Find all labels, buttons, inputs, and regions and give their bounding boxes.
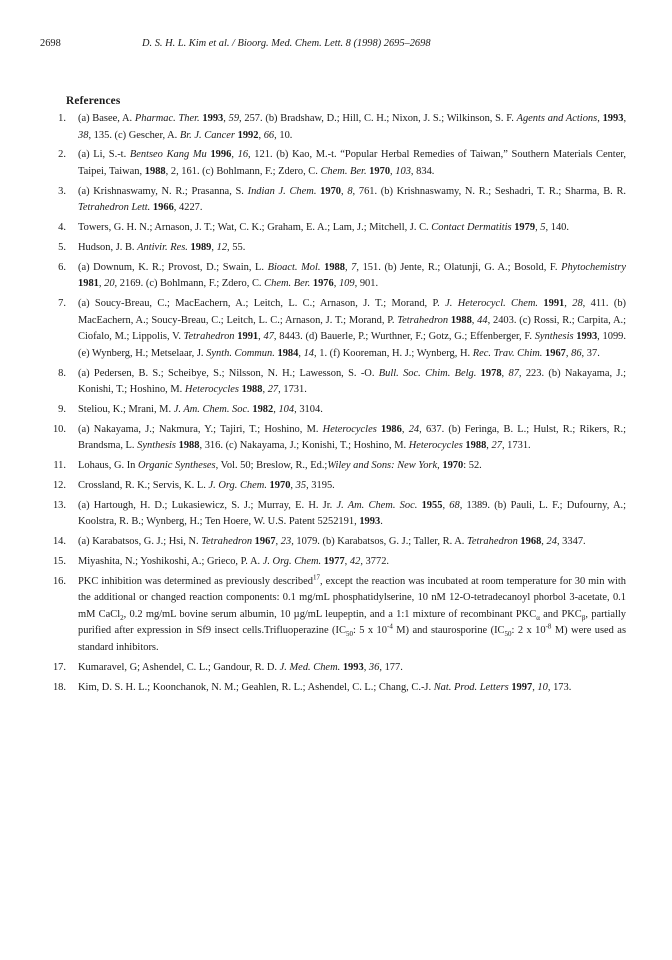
- reference-segment: ,: [341, 185, 348, 197]
- reference-segment: , 257. (b) Bradshaw, D.; Hill, C. H.; Nixon, J. S.; Wilkinson, S. F.: [239, 113, 517, 124]
- reference-segment: 1970: [442, 460, 464, 472]
- reference-text: [78, 402, 626, 419]
- reference-segment: Bioact. Mol.: [267, 261, 321, 273]
- reference-segment: Kim, D. S. H. L.; Koonchanok, N. M.; Geahlen, R. L.; Ashendel, C. L.; Chang, C.-J.: [78, 681, 434, 693]
- reference-segment: 12: [216, 241, 228, 253]
- reference-segment: 23: [280, 536, 292, 548]
- reference-segment: , 135. (c) Gescher, A.: [88, 129, 180, 141]
- reference-segment: , 316. (c) Nakayama, J.; Konishi, T.; Hoshino, M.: [199, 440, 409, 452]
- reference-segment: , 140.: [545, 222, 569, 234]
- reference-segment: 1988: [241, 384, 263, 396]
- reference-segment: 27: [267, 384, 279, 396]
- reference-segment: 1976: [312, 278, 334, 290]
- reference-segment: , 834.: [410, 165, 435, 177]
- reference-segment: 104: [278, 404, 295, 415]
- reference-segment: 103: [395, 165, 411, 177]
- reference-segment: 1970: [320, 185, 342, 197]
- reference-text: [78, 220, 626, 237]
- reference-segment: Antivir. Res.: [137, 241, 188, 253]
- reference-text: [78, 574, 626, 657]
- reference-segment: , 177.: [379, 661, 403, 673]
- reference-segment: , 121. (b) Kao, M.-t. “Popular Herbal Remedies of Taiwan,” Southern Materials Center, Taipei, Taiwan,: [78, 149, 627, 177]
- reference-segment: Tetrahedron: [466, 536, 518, 548]
- reference-text: [78, 184, 626, 217]
- reference-entry: [36, 498, 626, 531]
- reference-segment: J. Org. Chem.: [208, 479, 267, 491]
- reference-entry: [36, 366, 626, 399]
- reference-number: 4.: [58, 222, 66, 234]
- reference-text: [78, 240, 626, 257]
- reference-segment: (a) Karabatsos, G. J.; Hsi, N.: [78, 536, 202, 548]
- reference-entry: [36, 220, 626, 237]
- reference-segment: 17: [312, 573, 320, 582]
- reference-segment: 1982: [252, 404, 274, 415]
- reference-segment: 20: [104, 278, 115, 290]
- reference-segment: , 3195.: [306, 479, 335, 491]
- reference-segment: (a) Li, S.-t.: [78, 149, 130, 161]
- reference-segment: 35: [295, 479, 307, 491]
- reference-segment: ,: [262, 384, 268, 396]
- reference-segment: 1988: [144, 165, 166, 177]
- reference-text: [78, 534, 626, 551]
- reference-segment: J. Am. Chem. Soc.: [336, 499, 418, 511]
- reference-text: [78, 680, 626, 697]
- reference-segment: 24: [408, 423, 420, 435]
- reference-segment: 1978: [480, 367, 502, 379]
- reference-segment: Synthesis: [137, 440, 176, 452]
- reference-number: 11.: [53, 460, 66, 472]
- reference-segment: , except the reaction was incubated at room temperature for 30 min with the additional or changed reaction components: 0.1 mg/mL phosphatidylserine, 10 nM 12-O-tetradecanoyl phorbol 3-acetate, 0.1 mM CaCl: [78, 575, 626, 620]
- reference-segment: , 3347.: [556, 536, 586, 548]
- reference-segment: , 223. (b) Nakayama, J.; Konishi, T.; Hoshino, M.: [78, 367, 627, 396]
- reference-segment: , partially purified after expression in Sf9 insect cells.Trifluoperazine (IC: [78, 608, 627, 637]
- reference-number: 5.: [58, 241, 66, 253]
- reference-segment: β: [581, 613, 586, 622]
- reference-entry: [36, 554, 626, 571]
- reference-segment: 36: [368, 661, 380, 673]
- reference-text: [78, 458, 626, 475]
- reference-segment: 1993: [202, 113, 224, 124]
- reference-text: [78, 111, 626, 144]
- reference-segment: Tetrahedron: [201, 536, 253, 548]
- reference-number: 14.: [52, 536, 66, 548]
- reference-number: 6.: [58, 261, 66, 273]
- reference-segment: 1981: [78, 278, 99, 290]
- page-header: [40, 38, 630, 54]
- reference-segment: J. Med. Chem.: [279, 661, 341, 673]
- reference-entry: [36, 534, 626, 551]
- reference-segment: ,: [344, 261, 352, 273]
- reference-segment: (a) Downum, K. R.; Provost, D.; Swain, L.: [78, 261, 268, 273]
- reference-segment: ,: [298, 347, 304, 359]
- reference-segment: Towers, G. H. N.; Arnason, J. T.; Wat, C. K.; Graham, E. A.; Lam, J.; Mitchell, J. C.: [78, 222, 432, 234]
- reference-segment: , 1731.: [278, 384, 307, 396]
- reference-segment: 1979: [514, 222, 536, 234]
- reference-segment: ,: [231, 149, 238, 161]
- reference-segment: 68: [449, 499, 460, 511]
- reference-segment: 1967: [545, 347, 566, 359]
- reference-segment: J. Org. Chem.: [262, 555, 322, 567]
- reference-segment: Wiley and Sons: New York,: [327, 460, 440, 472]
- reference-entry: [36, 422, 626, 455]
- reference-segment: 14: [303, 347, 314, 359]
- reference-segment: -8: [545, 622, 552, 631]
- reference-text: [78, 260, 626, 293]
- reference-segment: 1986: [380, 423, 402, 435]
- reference-number: 15.: [52, 555, 66, 567]
- reference-segment: J. Am. Chem. Soc.: [173, 404, 250, 415]
- reference-segment: 59: [228, 113, 240, 124]
- reference-segment: 10: [537, 681, 548, 693]
- reference-segment: , 8443. (d) Bauerle, P.; Wurthner, F.; Gotz, G.; Effenberger, F.: [273, 331, 535, 343]
- reference-segment: , 37.: [581, 347, 600, 359]
- reference-segment: J. Heterocycl. Chem.: [445, 298, 539, 310]
- reference-segment: ,: [442, 499, 450, 511]
- reference-segment: ,: [290, 479, 296, 491]
- page-number: 2698: [40, 38, 61, 49]
- reference-text: [78, 554, 626, 571]
- reference-segment: Kumaravel, G; Ashendel, C. L.; Gandour, R. D.: [78, 661, 280, 673]
- reference-segment: , 4227.: [173, 202, 203, 214]
- reference-segment: ,: [401, 423, 409, 435]
- reference-segment: ,: [363, 661, 369, 673]
- reference-segment: , 3104.: [294, 404, 323, 415]
- reference-segment: 1993: [359, 516, 381, 528]
- reference-number: 16.: [52, 575, 66, 587]
- reference-segment: 1977: [323, 555, 345, 567]
- reference-entry: [36, 111, 626, 144]
- reference-segment: Steliou, K.; Mrani, M.: [78, 404, 174, 415]
- reference-entry: [36, 680, 626, 697]
- reference-segment: ,: [471, 314, 478, 326]
- reference-segment: , 1079. (b) Karabatsos, G. J.; Taller, R. A.: [291, 536, 467, 548]
- reference-segment: Chem. Ber.: [264, 278, 311, 290]
- reference-segment: Crossland, R. K.; Servis, K. L.: [78, 479, 209, 491]
- reference-segment: 1993: [576, 331, 598, 343]
- reference-segment: : 5 x 10: [352, 625, 387, 637]
- reference-segment: ,: [486, 440, 492, 452]
- reference-segment: 66: [263, 129, 275, 141]
- reference-segment: 1988: [465, 440, 487, 452]
- reference-segment: (a) Nakayama, J.; Nakmura, Y.; Tajiri, T.; Hoshino, M.: [78, 423, 323, 435]
- reference-segment: Synth. Commun.: [206, 347, 275, 359]
- reference-segment: 38: [78, 129, 89, 141]
- reference-segment: Organic Syntheses: [138, 460, 216, 472]
- reference-segment: ,: [623, 113, 627, 124]
- reference-number: 12.: [52, 479, 66, 491]
- reference-number: 13.: [52, 499, 66, 511]
- reference-segment: , 151. (b) Jente, R.; Olatunji, G. A.; Bosold, F.: [356, 261, 562, 273]
- reference-segment: 1970: [269, 479, 291, 491]
- reference-segment: 1991: [543, 298, 565, 310]
- reference-number: 8.: [58, 367, 66, 379]
- reference-segment: 1955: [421, 499, 443, 511]
- reference-segment: , 1099. (e) Wynberg, H.; Metselaar, J.: [78, 331, 626, 359]
- reference-segment: 24: [546, 536, 557, 548]
- reference-segment: 1992: [237, 129, 259, 141]
- reference-segment: , Vol. 50; Breslow, R., Ed.;: [215, 460, 328, 472]
- reference-segment: Miyashita, N.; Yoshikoshi, A.; Grieco, P. A.: [78, 555, 263, 567]
- reference-number: 10.: [52, 423, 66, 435]
- reference-entry: [36, 402, 626, 419]
- reference-segment: ,: [541, 536, 547, 548]
- reference-segment: ,: [258, 331, 264, 343]
- reference-number: 17.: [52, 661, 66, 673]
- reference-segment: 16: [237, 149, 249, 161]
- reference-segment: 1966: [152, 202, 174, 214]
- reference-segment: ,: [273, 404, 279, 415]
- reference-segment: Contact Dermatitis: [431, 222, 512, 234]
- reference-segment: 1991: [237, 331, 259, 343]
- reference-segment: 1997: [511, 681, 533, 693]
- reference-segment: Heterocycles: [408, 440, 463, 452]
- reference-segment: 87: [508, 367, 519, 379]
- reference-segment: Heterocycles: [184, 384, 239, 396]
- reference-segment: 50: [504, 630, 512, 639]
- references-list: [36, 111, 626, 699]
- reference-text: [78, 660, 626, 677]
- reference-segment: Bentseo Kang Mu: [129, 149, 207, 161]
- reference-segment: Hudson, J. B.: [78, 241, 138, 253]
- reference-segment: Chem. Ber.: [320, 165, 367, 177]
- reference-segment: Rec. Trav. Chim.: [472, 347, 543, 359]
- reference-segment: , 173.: [547, 681, 572, 693]
- reference-segment: M) and staurosporine (IC: [392, 625, 505, 637]
- reference-number: 9.: [58, 404, 66, 415]
- reference-segment: Phytochemistry: [561, 261, 627, 273]
- reference-segment: ,: [390, 165, 396, 177]
- reference-entry: [36, 478, 626, 495]
- reference-segment: and PKC: [539, 608, 582, 620]
- reference-segment: .: [380, 516, 383, 528]
- reference-segment: 8: [347, 185, 353, 197]
- reference-segment: , 761. (b) Krishnaswamy, N. R.; Seshadri, T. R.; Sharma, B. R.: [352, 185, 627, 197]
- reference-segment: -4: [387, 622, 393, 631]
- reference-segment: , 2, 161. (c) Bohlmann, F.; Zdero, C.: [165, 165, 321, 177]
- reference-segment: 1988: [178, 440, 200, 452]
- reference-segment: 5: [540, 222, 546, 234]
- reference-segment: Heterocycles: [322, 423, 377, 435]
- reference-segment: , 3772.: [360, 555, 390, 567]
- reference-text: [78, 366, 626, 399]
- reference-segment: 1968: [520, 536, 542, 548]
- reference-segment: Pharmac. Ther.: [134, 113, 200, 124]
- reference-segment: , 901.: [354, 278, 379, 290]
- reference-segment: , 1731.: [501, 440, 531, 452]
- reference-segment: 86: [571, 347, 582, 359]
- reference-segment: ,: [333, 278, 339, 290]
- reference-text: [78, 296, 626, 362]
- reference-segment: Bull. Soc. Chim. Belg.: [378, 367, 477, 379]
- reference-segment: Tetrahedron: [397, 314, 449, 326]
- reference-segment: Synthesis: [534, 331, 574, 343]
- references-heading: References: [66, 95, 121, 107]
- reference-segment: ,: [223, 113, 229, 124]
- reference-segment: , 2169. (c) Bohlmann, F.; Zdero, C.: [114, 278, 265, 290]
- reference-segment: 1993: [342, 661, 364, 673]
- reference-segment: ,: [565, 347, 572, 359]
- reference-segment: Tetrahedron: [183, 331, 235, 343]
- reference-segment: , 55.: [227, 241, 246, 253]
- reference-segment: 109: [338, 278, 355, 290]
- reference-text: [78, 498, 626, 531]
- reference-text: [78, 422, 626, 455]
- reference-segment: Nat. Prod. Letters: [433, 681, 509, 693]
- reference-segment: 50: [345, 630, 353, 639]
- reference-segment: (a) Soucy-Breau, C.; MacEachern, A.; Leitch, L. C.; Arnason, J. T.; Morand, P.: [78, 298, 446, 310]
- reference-segment: ,: [98, 278, 105, 290]
- reference-segment: , 1. (f) Kooreman, H. J.; Wynberg, H.: [314, 347, 473, 359]
- reference-entry: [36, 260, 626, 293]
- reference-segment: ,: [344, 555, 350, 567]
- reference-text: [78, 147, 626, 180]
- reference-segment: ,: [597, 113, 603, 124]
- reference-segment: Agents and Actions: [516, 113, 598, 124]
- reference-entry: [36, 660, 626, 677]
- reference-text: [78, 478, 626, 495]
- reference-segment: 28: [572, 298, 583, 310]
- reference-segment: 7: [351, 261, 357, 273]
- reference-segment: 1988: [450, 314, 472, 326]
- reference-segment: α: [536, 613, 540, 622]
- reference-segment: ,: [258, 129, 264, 141]
- reference-segment: , 1389. (b) Pauli, L. F.; Dufourny, A.; Koolstra, R. B.; Wynberg, H.; Ten Hoere, W. U.S. Patent 5252191,: [78, 499, 626, 528]
- reference-segment: ,: [275, 536, 281, 548]
- reference-entry: [36, 296, 626, 362]
- reference-segment: (a) Pedersen, B. S.; Scheibye, S.; Nilsson, N. H.; Lawesson, S. -O.: [78, 367, 379, 379]
- reference-number: 7.: [58, 298, 66, 310]
- reference-segment: 1967: [254, 536, 276, 548]
- reference-number: 2.: [58, 149, 66, 161]
- reference-entry: [36, 147, 626, 180]
- reference-segment: (a) Basee, A.: [78, 113, 135, 124]
- reference-segment: , 411. (b) MacEachern, A.; Soucy-Breau, C.; Leitch, L. C.; Arnason, J. T.; Morand, P.: [78, 298, 627, 326]
- reference-segment: ,: [535, 222, 541, 234]
- running-title: D. S. H. L. Kim et al. / Bioorg. Med. Chem. Lett. 8 (1998) 2695–2698: [142, 38, 431, 49]
- reference-segment: 47: [263, 331, 274, 343]
- reference-segment: 1996: [210, 149, 232, 161]
- reference-number: 1.: [58, 113, 66, 124]
- reference-segment: 1993: [602, 113, 624, 124]
- reference-segment: 42: [349, 555, 361, 567]
- reference-segment: Br. J. Cancer: [179, 129, 235, 141]
- reference-segment: M) were used as standard inhibitors.: [78, 625, 627, 654]
- reference-segment: ,: [532, 681, 538, 693]
- reference-segment: , 10.: [274, 129, 293, 141]
- reference-segment: : 2 x 10: [511, 625, 546, 637]
- reference-segment: 2: [120, 613, 124, 622]
- reference-segment: : 52.: [463, 460, 482, 472]
- reference-entry: [36, 184, 626, 217]
- reference-segment: (a) Hartough, H. D.; Lukasiewicz, S. J.; Murray, E. H. Jr.: [78, 499, 337, 511]
- reference-segment: 1970: [369, 165, 391, 177]
- reference-number: 18.: [52, 681, 66, 693]
- reference-segment: ,: [211, 241, 217, 253]
- reference-segment: 1989: [190, 241, 212, 253]
- reference-segment: 1988: [324, 261, 345, 273]
- reference-segment: PKC inhibition was determined as previously described: [78, 575, 313, 587]
- reference-segment: , 2403. (c) Rossi, R.; Carpita, A.; Ciofalo, M.; Lippolis, V.: [78, 314, 627, 343]
- reference-segment: Lohaus, G. In: [78, 460, 139, 472]
- reference-segment: Tetrahedron Lett.: [78, 202, 151, 214]
- reference-number: 3.: [58, 185, 66, 197]
- reference-segment: 44: [477, 314, 488, 326]
- reference-segment: 1984: [277, 347, 299, 359]
- reference-entry: [36, 458, 626, 475]
- reference-segment: , 637. (b) Feringa, B. L.; Hulst, R.; Rikers, R.; Brandsma, L.: [78, 423, 627, 452]
- reference-segment: 27: [491, 440, 502, 452]
- reference-segment: ,: [501, 367, 509, 379]
- reference-entry: [36, 574, 626, 657]
- reference-segment: (a) Krishnaswamy, N. R.; Prasanna, S.: [78, 185, 248, 197]
- reference-segment: , 0.2 mg/mL bovine serum albumin, 10 µg/mL leupeptin, and a 1:1 mixture of recombinant PKC: [123, 608, 537, 620]
- reference-segment: Indian J. Chem.: [247, 185, 317, 197]
- reference-segment: ,: [564, 298, 573, 310]
- reference-entry: [36, 240, 626, 257]
